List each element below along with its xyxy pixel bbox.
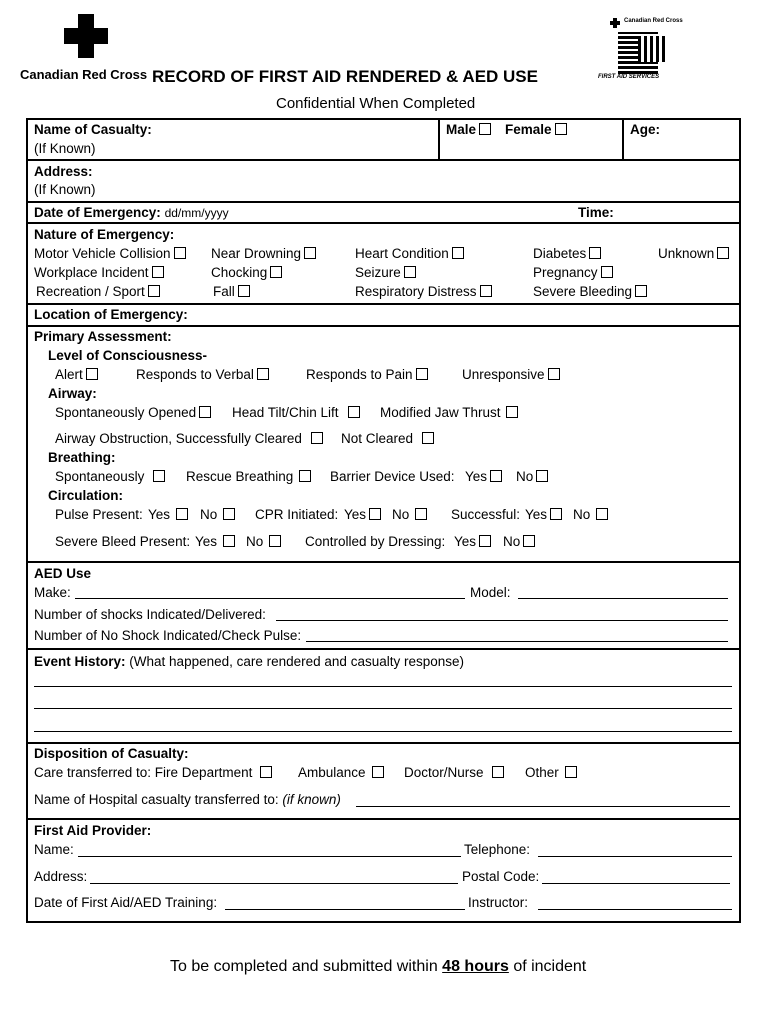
checkbox[interactable]: [422, 432, 434, 444]
bleed-no[interactable]: [246, 533, 281, 551]
option-label: Responds to Pain: [306, 367, 413, 382]
option-label: Care transferred to: Fire Department: [34, 765, 253, 780]
checkbox[interactable]: [304, 247, 316, 259]
nature-option[interactable]: [355, 245, 464, 263]
aed-noshock-label: Number of No Shock Indicated/Check Pulse:: [34, 628, 302, 643]
aed-shocks-label: Number of shocks Indicated/Delivered:: [34, 607, 266, 622]
option-label: Yes: [148, 507, 171, 522]
dressing-yes[interactable]: [454, 533, 491, 551]
hospital-field[interactable]: [356, 806, 730, 807]
airway-option[interactable]: [341, 430, 434, 448]
checkbox[interactable]: [415, 508, 427, 520]
option-label: Airway Obstruction, Successfully Cleared: [55, 431, 302, 446]
airway-option[interactable]: [380, 404, 518, 422]
nature-option[interactable]: [533, 264, 613, 282]
ambulance-option[interactable]: [298, 764, 384, 782]
provider-telephone-label: Telephone:: [464, 842, 531, 857]
loc-option[interactable]: [136, 366, 269, 384]
aed-shocks-field[interactable]: [276, 620, 728, 621]
option-label: Doctor/Nurse: [404, 765, 484, 780]
provider-name-label: Name:: [34, 842, 74, 857]
aed-heading: AED Use: [34, 566, 92, 581]
breathing-heading: Breathing:: [48, 450, 116, 465]
cpr-no[interactable]: [392, 506, 427, 524]
option-label: Ambulance: [298, 765, 366, 780]
provider-name-field[interactable]: [78, 856, 461, 857]
option-label: No: [392, 507, 410, 522]
checkbox[interactable]: [369, 508, 381, 520]
airway-heading: Airway:: [48, 386, 97, 401]
checkbox[interactable]: [565, 766, 577, 778]
provider-telephone-field[interactable]: [538, 856, 732, 857]
checkbox[interactable]: [550, 508, 562, 520]
nature-label: Severe Bleeding: [533, 284, 633, 299]
checkbox[interactable]: [199, 406, 211, 418]
nature-option[interactable]: [533, 283, 647, 301]
checkbox[interactable]: [506, 406, 518, 418]
checkbox[interactable]: [176, 508, 188, 520]
nature-label: Unknown: [658, 246, 715, 261]
checkbox[interactable]: [492, 766, 504, 778]
breathing-option[interactable]: [186, 468, 311, 486]
loc-option[interactable]: [462, 366, 560, 384]
breathing-option[interactable]: [55, 468, 165, 486]
barrier-device-label: Barrier Device Used:: [330, 469, 455, 484]
other-option[interactable]: [525, 764, 577, 782]
disposition-heading: Disposition of Casualty:: [34, 746, 189, 761]
successful-no[interactable]: [573, 506, 608, 524]
option-label: Yes: [465, 469, 488, 484]
option-label: Other: [525, 765, 559, 780]
option-label: Unresponsive: [462, 367, 545, 382]
cpr-yes[interactable]: [344, 506, 381, 524]
nature-option[interactable]: [36, 283, 160, 301]
checkbox[interactable]: [404, 266, 416, 278]
option-label: Not Cleared: [341, 431, 414, 446]
checkbox[interactable]: [596, 508, 608, 520]
checkbox[interactable]: [601, 266, 613, 278]
age-label: Age:: [630, 122, 660, 137]
option-label: Yes: [525, 507, 548, 522]
address-sub: (If Known): [34, 182, 96, 197]
airway-option[interactable]: [55, 430, 323, 448]
airway-option[interactable]: [55, 404, 211, 422]
checkbox[interactable]: [260, 766, 272, 778]
casualty-name-sub: (If Known): [34, 141, 96, 156]
male-checkbox[interactable]: [479, 123, 491, 135]
footer-note: [170, 958, 586, 976]
nature-option[interactable]: [658, 245, 729, 263]
option-label: No: [516, 469, 534, 484]
provider-heading: First Aid Provider:: [34, 823, 152, 838]
nature-label: Chocking: [211, 265, 268, 280]
option-label: Rescue Breathing: [186, 469, 294, 484]
successful-yes[interactable]: [525, 506, 562, 524]
checkbox[interactable]: [299, 470, 311, 482]
nature-option[interactable]: [355, 264, 416, 282]
fire-department-option[interactable]: [34, 764, 272, 782]
pulse-no[interactable]: [200, 506, 235, 524]
dressing-no[interactable]: [503, 533, 535, 551]
checkbox[interactable]: [635, 285, 647, 297]
successful-label: Successful:: [451, 507, 521, 522]
aed-make-label: Make:: [34, 585, 71, 600]
nature-option[interactable]: [533, 245, 601, 263]
first-aid-services-logo: [596, 16, 706, 86]
aed-model-field[interactable]: [518, 598, 728, 599]
checkbox[interactable]: [270, 266, 282, 278]
provider-instructor-field[interactable]: [538, 909, 732, 910]
doctor-option[interactable]: [404, 764, 504, 782]
provider-instructor-label: Instructor:: [468, 895, 529, 910]
checkbox[interactable]: [348, 406, 360, 418]
nature-heading: Nature of Emergency:: [34, 227, 175, 242]
aed-noshock-field[interactable]: [306, 641, 728, 642]
aed-model-label: Model:: [470, 585, 511, 600]
nature-option[interactable]: [34, 264, 164, 282]
option-label: No: [573, 507, 591, 522]
nature-option[interactable]: [213, 283, 250, 301]
checkbox[interactable]: [589, 247, 601, 259]
logo-top-text: Canadian Red Cross: [624, 18, 683, 24]
nature-label: Diabetes: [533, 246, 587, 261]
red-cross-logo: [64, 14, 108, 58]
option-label: Yes: [195, 534, 218, 549]
barrier-yes[interactable]: [465, 468, 502, 486]
option-label: No: [246, 534, 264, 549]
cpr-label: CPR Initiated:: [255, 507, 339, 522]
date-of-emergency: [34, 204, 229, 222]
page-subtitle: Confidential When Completed: [276, 95, 476, 112]
male-label: Male: [446, 122, 477, 137]
checkbox[interactable]: [548, 368, 560, 380]
option-label: Responds to Verbal: [136, 367, 254, 382]
nature-label: Pregnancy: [533, 265, 598, 280]
event-history-label: Event History:: [34, 654, 126, 669]
option-label: Yes: [454, 534, 477, 549]
bleed-yes[interactable]: [195, 533, 235, 551]
nature-label: Fall: [213, 284, 235, 299]
date-format: dd/mm/yyyy: [164, 206, 229, 220]
loc-option[interactable]: [306, 366, 428, 384]
nature-label: Recreation / Sport: [36, 284, 145, 299]
event-history: [34, 653, 464, 671]
checkbox[interactable]: [490, 470, 502, 482]
time-label: Time:: [578, 205, 614, 220]
option-label: Head Tilt/Chin Lift: [232, 405, 339, 420]
hospital-note: (if known): [282, 792, 341, 807]
checkbox[interactable]: [452, 247, 464, 259]
primary-heading: Primary Assessment:: [34, 329, 172, 344]
checkbox[interactable]: [269, 535, 281, 547]
event-history-desc: (What happened, care rendered and casualty response): [129, 654, 465, 669]
pulse-label: Pulse Present:: [55, 507, 143, 522]
bleed-label: Severe Bleed Present:: [55, 534, 191, 549]
date-label: Date of Emergency:: [34, 205, 161, 220]
female-label: Female: [505, 122, 552, 137]
checkbox[interactable]: [311, 432, 323, 444]
airway-option[interactable]: [232, 404, 360, 422]
nature-label: Heart Condition: [355, 246, 449, 261]
checkbox[interactable]: [257, 368, 269, 380]
option-label: No: [503, 534, 521, 549]
female-option[interactable]: [505, 121, 567, 139]
checkbox[interactable]: [223, 535, 235, 547]
barrier-no[interactable]: [516, 468, 548, 486]
nature-label: Near Drowning: [211, 246, 302, 261]
page-title: RECORD OF FIRST AID RENDERED & AED USE: [152, 67, 538, 86]
nature-label: Workplace Incident: [34, 265, 149, 280]
provider-training-field[interactable]: [225, 909, 465, 910]
casualty-name-label: Name of Casualty:: [34, 122, 152, 137]
option-label: Spontaneously: [55, 469, 145, 484]
checkbox[interactable]: [223, 508, 235, 520]
footer-emph: 48 hours: [442, 958, 509, 975]
nature-label: Respiratory Distress: [355, 284, 477, 299]
option-label: Alert: [55, 367, 83, 382]
hospital-label: [34, 791, 341, 809]
nature-label: Motor Vehicle Collision: [34, 246, 171, 261]
nature-option[interactable]: [355, 283, 492, 301]
option-label: Modified Jaw Thrust: [380, 405, 501, 420]
nature-option[interactable]: [211, 264, 282, 282]
aed-make-field[interactable]: [75, 598, 465, 599]
dressing-label: Controlled by Dressing:: [305, 534, 446, 549]
checkbox[interactable]: [479, 535, 491, 547]
hospital-text: Name of Hospital casualty transferred to:: [34, 792, 279, 807]
checkbox[interactable]: [238, 285, 250, 297]
checkbox[interactable]: [372, 766, 384, 778]
checkbox[interactable]: [148, 285, 160, 297]
nature-label: Seizure: [355, 265, 401, 280]
loc-option[interactable]: [55, 366, 98, 384]
option-label: No: [200, 507, 218, 522]
footer-suffix: of incident: [513, 958, 587, 975]
org-name: Canadian Red Cross: [20, 67, 148, 82]
pulse-yes[interactable]: [148, 506, 188, 524]
checkbox[interactable]: [416, 368, 428, 380]
nature-option[interactable]: [34, 245, 186, 263]
provider-address-label: Address:: [34, 869, 88, 884]
location-label: Location of Emergency:: [34, 307, 188, 322]
loc-heading: Level of Consciousness-: [48, 348, 208, 363]
event-history-line[interactable]: [34, 708, 732, 709]
event-history-line[interactable]: [34, 731, 732, 732]
checkbox[interactable]: [523, 535, 535, 547]
female-checkbox[interactable]: [555, 123, 567, 135]
circulation-heading: Circulation:: [48, 488, 124, 503]
provider-postal-field[interactable]: [542, 883, 730, 884]
option-label: Yes: [344, 507, 367, 522]
checkbox[interactable]: [153, 470, 165, 482]
checkbox[interactable]: [152, 266, 164, 278]
logo-bottom-text: FIRST AID SERVICES: [598, 74, 660, 80]
male-option[interactable]: [446, 121, 491, 139]
nature-option[interactable]: [211, 245, 316, 263]
address-label: Address:: [34, 164, 93, 179]
footer-prefix: To be completed and submitted within: [170, 958, 438, 975]
provider-address-field[interactable]: [90, 883, 458, 884]
provider-postal-label: Postal Code:: [462, 869, 540, 884]
checkbox[interactable]: [174, 247, 186, 259]
option-label: Spontaneously Opened: [55, 405, 197, 420]
event-history-line[interactable]: [34, 686, 732, 687]
checkbox[interactable]: [86, 368, 98, 380]
provider-training-label: Date of First Aid/AED Training:: [34, 895, 218, 910]
checkbox[interactable]: [717, 247, 729, 259]
checkbox[interactable]: [480, 285, 492, 297]
checkbox[interactable]: [536, 470, 548, 482]
